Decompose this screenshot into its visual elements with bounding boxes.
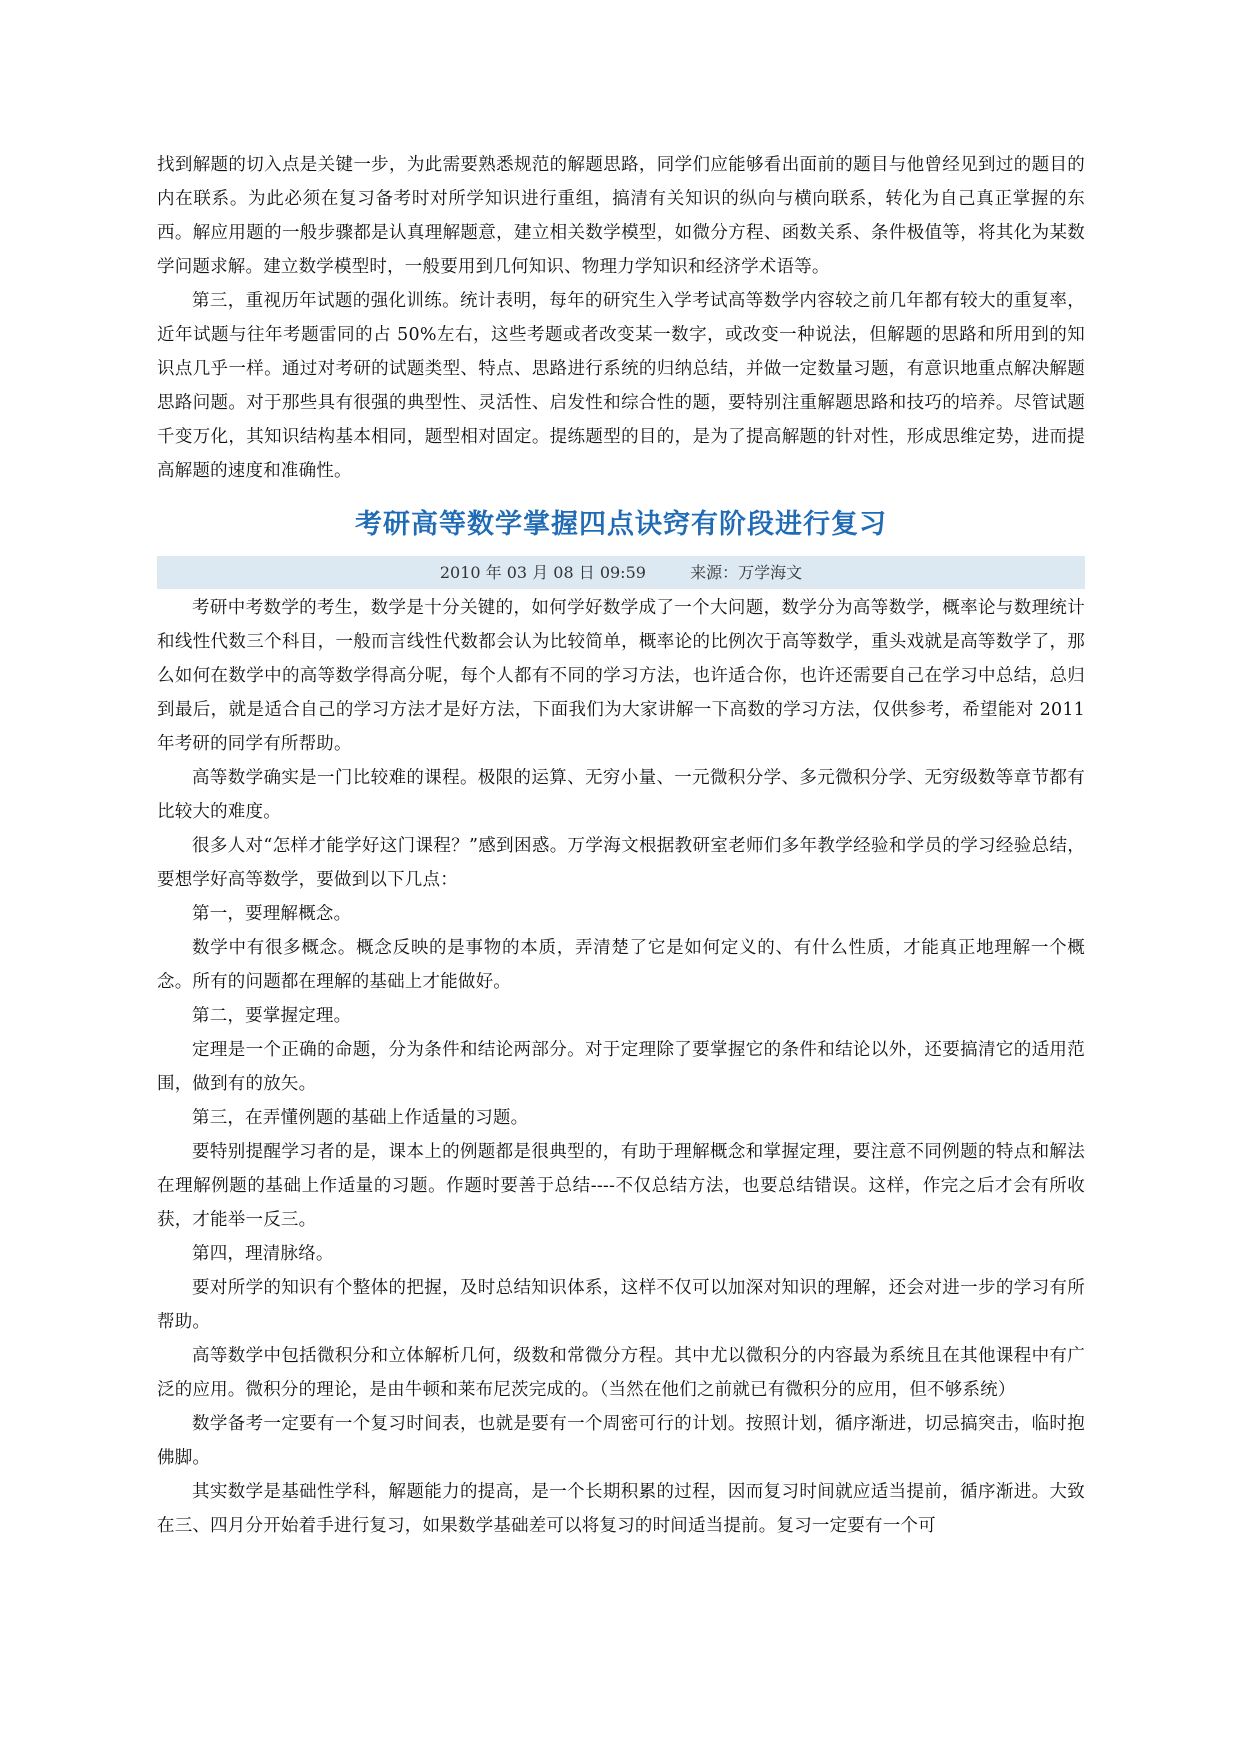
body-paragraph: 数学中有很多概念。概念反映的是事物的本质，弄清楚了它是如何定义的、有什么性质，才能真正地理解一个概念。所有的问题都在理解的基础上才能做好。 — [157, 938, 1085, 992]
article-datetime: 2010 年 03 月 08 日 09:59 — [439, 563, 646, 582]
body-paragraph: 数学备考一定要有一个复习时间表，也就是要有一个周密可行的计划。按照计划，循序渐进，切忌搞突击，临时抱佛脚。 — [157, 1414, 1085, 1468]
article-source: 来源：万学海文 — [690, 563, 803, 582]
body-paragraph: 考研中考数学的考生，数学是十分关键的，如何学好数学成了一个大问题，数学分为高等数学，概率论与数理统计和线性代数三个科目，一般而言线性代数都会认为比较简单，概率论的比例次于高等数学，重头戏就是高等数学了，那么如何在数学中的高等数学得高分呢，每个人都有不同的学习方法，也许适合你，也许还需要自己在学习中总结，总归到最后，就是适合自己的学习方法才是好方法，下面我们为大家讲解一下高数的学习方法，仅供参考，希望能对 2011 年考研的同学有所帮助。 — [157, 598, 1085, 754]
section-heading-4: 第四，理清脉络。 — [192, 1244, 334, 1264]
intro-paragraph-1: 找到解题的切入点是关键一步，为此需要熟悉规范的解题思路，同学们应能够看出面前的题目与他曾经见到过的题目的内在联系。为此必须在复习备考时对所学知识进行重组，搞清有关知识的纵向与横向联系，转化为自己真正掌握的东西。解应用题的一般步骤都是认真理解题意，建立相关数学模型，如微分方程、函数关系、条件极值等，将其化为某数学问题求解。建立数学模型时，一般要用到几何知识、物理力学知识和经济学术语等。 — [157, 155, 1085, 277]
body-paragraph: 很多人对“怎样才能学好这门课程？”感到困惑。万学海文根据教研室老师们多年教学经验和学员的学习经验总结，要想学好高等数学，要做到以下几点： — [157, 836, 1085, 890]
section-heading-2: 第二，要掌握定理。 — [192, 1006, 352, 1026]
intro-paragraph-2: 第三，重视历年试题的强化训练。统计表明，每年的研究生入学考试高等数学内容较之前几年都有较大的重复率，近年试题与往年考题雷同的占 50%左右，这些考题或者改变某一数字，或改变一种说法，但解题的思路和所用到的知识点几乎一样。通过对考研的试题类型、特点、思路进行系统的归纳总结，并做一定数量习题，有意识地重点解决解题思路问题。对于那些具有很强的典型性、灵活性、启发性和综合性的题，要特别注重解题思路和技巧的培养。尽管试题千变万化，其知识结构基本相同，题型相对固定。提练题型的目的，是为了提高解题的针对性，形成思维定势，进而提高解题的速度和准确性。 — [157, 291, 1085, 481]
article-body — [157, 591, 1085, 1543]
body-paragraph: 要特别提醒学习者的是，课本上的例题都是很典型的，有助于理解概念和掌握定理，要注意不同例题的特点和解法在理解例题的基础上作适量的习题。作题时要善于总结----不仅总结方法，也要总结错误。这样，作完之后才会有所收获，才能举一反三。 — [157, 1142, 1085, 1230]
body-paragraph: 定理是一个正确的命题，分为条件和结论两部分。对于定理除了要掌握它的条件和结论以外，还要搞清它的适用范围，做到有的放矢。 — [157, 1040, 1085, 1094]
body-paragraph: 要对所学的知识有个整体的把握，及时总结知识体系，这样不仅可以加深对知识的理解，还会对进一步的学习有所帮助。 — [157, 1278, 1085, 1332]
article-title: 考研高等数学掌握四点诀窍有阶段进行复习 — [355, 509, 887, 540]
section-heading-3: 第三，在弄懂例题的基础上作适量的习题。 — [192, 1108, 529, 1128]
document-page — [157, 148, 1085, 1543]
body-paragraph: 高等数学确实是一门比较难的课程。极限的运算、无穷小量、一元微积分学、多元微积分学、无穷级数等章节都有比较大的难度。 — [157, 768, 1085, 822]
article-meta-bar — [157, 556, 1085, 589]
body-paragraph: 高等数学中包括微积分和立体解析几何，级数和常微分方程。其中尤以微积分的内容最为系统且在其他课程中有广泛的应用。微积分的理论，是由牛顿和莱布尼茨完成的。（当然在他们之前就已有微积分的应用，但不够系统） — [157, 1346, 1085, 1400]
body-paragraph: 其实数学是基础性学科，解题能力的提高，是一个长期积累的过程，因而复习时间就应适当提前，循序渐进。大致在三、四月分开始着手进行复习，如果数学基础差可以将复习的时间适当提前。复习一定要有一个可 — [157, 1482, 1085, 1536]
section-heading-1: 第一，要理解概念。 — [192, 904, 352, 924]
